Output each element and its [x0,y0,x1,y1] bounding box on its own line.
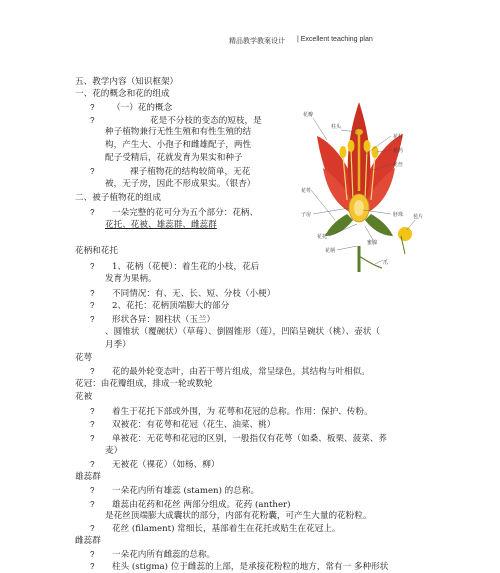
flower-structure-diagram [287,96,435,272]
paragraph-line [105,179,255,190]
anther [340,146,347,158]
label-style: 花柱 [393,134,404,140]
bullet-marker: ? [90,524,95,533]
paragraph-line [105,140,251,151]
header-left-text: 精品教学教案设计 [229,37,285,45]
list-item [90,366,370,378]
subsection-heading [75,246,118,257]
label-receptacle: 花托 [317,234,328,240]
paragraph-line [105,327,380,338]
label-nectary: 蜜腺 [367,240,378,246]
anther [348,140,355,152]
bullet-marker: ? [90,315,95,324]
list-item [90,261,259,273]
bullet-marker: ? [90,167,95,176]
sepal-right [365,214,393,236]
list-item [90,523,340,535]
bullet-marker: ? [90,460,95,469]
list-item [90,102,172,114]
stem-leaf [359,256,382,268]
line-text: 五、教学内容（知识框架） [75,77,179,87]
paragraph-line [105,127,251,138]
paragraph-line [105,220,217,231]
subsection-heading [75,536,101,547]
line-text: 花是不分枝的变态的短枝，是 [150,116,262,126]
line-text: 是花丝顶端膨大成囊状的部分，内部有花粉囊，可产生大量的花粉粒。 [105,511,372,521]
line-text: 裸子植物花的结构较简单，无花 [130,167,251,177]
subsection-heading [75,472,101,483]
anther [364,140,371,152]
line-text: 花萼 [75,353,93,363]
paragraph-line [105,153,243,164]
line-text: 着生于花托下部或外围，为 花萼和花冠的总称。作用：保护、传粉。 [112,407,373,417]
line-text: 构，产生大、小孢子和雌雄配子，两性 [105,140,252,150]
bullet-marker: ? [90,486,95,495]
line-text: 花柄和花托 [75,246,118,256]
list-item [90,314,215,326]
list-item [90,459,219,471]
line-text: 花托、花被、雄蕊群、雌蕊群 [105,220,217,230]
bullet-marker: ? [90,434,95,443]
line-text: 发育为果柄。 [105,274,157,284]
line-text: 花被 [75,392,93,402]
ovule [354,200,364,216]
line-text: 单被花：无花萼和花冠的区别，一般指仅有花萼（如桑、板栗、菠菜、荞 [112,434,388,444]
subsection-heading [75,353,92,364]
line-text: 、圆锥状（覆碗状）（草莓）、倒圆锥形（莲），凹陷呈碗状（桃）、壶状（ [105,327,380,337]
bullet-marker: ? [90,407,95,416]
page-header [0,36,500,50]
bullet-marker: ? [90,562,95,571]
paragraph-line [105,446,122,457]
line-text: 不同情况：有、无、长、短、分枝（小梗） [112,289,276,299]
header-right-text: | Excellent teaching plan [297,36,373,43]
label-anther: 花药 [393,148,404,154]
sepal-left [325,214,353,236]
section-title [75,77,178,88]
bullet-marker: ? [90,550,95,559]
line-text: 2、花托：花柄顶端膨大的部分 [112,301,230,311]
paragraph-line [75,379,213,390]
list-item [90,288,275,300]
bullet-marker: ? [90,367,95,376]
line-text: 柱头 (stigma) 位于雌蕊的上部，是承接花粉粒的地方，常有一 多种形状 [112,562,389,572]
line-text: 1、花柄（花梗）：着生花的小枝，花后 [112,262,260,272]
line-text: （一）花的概念 [112,103,173,113]
list-item [90,485,259,497]
list-item [90,207,258,219]
line-text: 形状各异：圆柱状（玉兰） [112,315,216,325]
label-pedicel: 花柄 [325,248,336,254]
paragraph-line [105,340,131,351]
bullet-marker: ? [90,103,95,112]
list-item [90,300,229,312]
label-sepal: 花萼 [301,188,312,194]
line-text: 种子植物兼行无性生殖和有性生殖的结 [105,127,252,137]
line-text: 双被花：有花萼和花冠（花生、油菜、桃） [112,420,276,430]
small-bud [398,227,412,241]
line-text: 月季） [105,340,131,350]
line-text: 雌蕊群 [75,536,101,546]
list-item [90,419,275,431]
list-item [90,561,388,573]
list-item [90,166,250,178]
label-stigma: 柱头 [331,124,342,130]
list-item [90,115,262,127]
bullet-marker: ? [90,500,95,509]
line-text: 花丝 (filament) 常细长，基部着生在花托或贴生在花冠上。 [112,524,341,534]
bullet-marker: ? [90,420,95,429]
line-text: 被，无子房，因此不形成果实。（银杏） [105,179,256,189]
paragraph-line [105,274,157,285]
line-text: 二、被子植物花的组成 [75,193,161,203]
list-item [90,433,387,445]
label-ovary: 子房 [301,212,312,218]
line-text: 雄蕊由花药和花丝 两部分组成。花药 (anther) [112,500,291,510]
line-text: 麦） [105,446,123,456]
label-petal: 花瓣 [303,112,314,118]
bullet-marker: ? [90,208,95,217]
line-text: 一朵花内所有雌蕊的总称。 [112,550,216,560]
label-bract: 苞片 [413,214,424,220]
section-heading [75,89,170,100]
line-text: 一朵花内所有雄蕊 (stamen) 的总称。 [112,486,260,496]
line-text: 一、花的概念和花的组成 [75,89,170,99]
bullet-marker: ? [90,301,95,310]
line-text: 一朵完整的花可分为五个部分：花柄、 [112,208,259,218]
line-text: 配子受精后，花就发育为果实和种子 [105,153,243,163]
line-text: 花冠：由花瓣组成，排成一轮或数轮 [75,379,213,389]
line-text: 无被花（裸花）（如杨、柳） [112,460,220,470]
list-item [90,499,291,511]
line-text: 花的最外轮变态叶，由若干萼片组成，常呈绿色，其结构与叶相似。 [112,367,370,377]
bullet-marker: ? [90,116,95,125]
section-heading [75,193,161,204]
list-item [90,406,373,418]
paragraph-line [105,511,371,522]
label-filament: 花丝 [393,162,404,168]
bullet-marker: ? [90,289,95,298]
label-claw: 爪 [383,260,389,266]
line-text: 雄蕊群 [75,472,101,482]
label-ovule: 胚珠 [393,212,404,218]
list-item [90,549,215,561]
bullet-marker: ? [90,262,95,271]
subsection-heading [75,392,92,403]
